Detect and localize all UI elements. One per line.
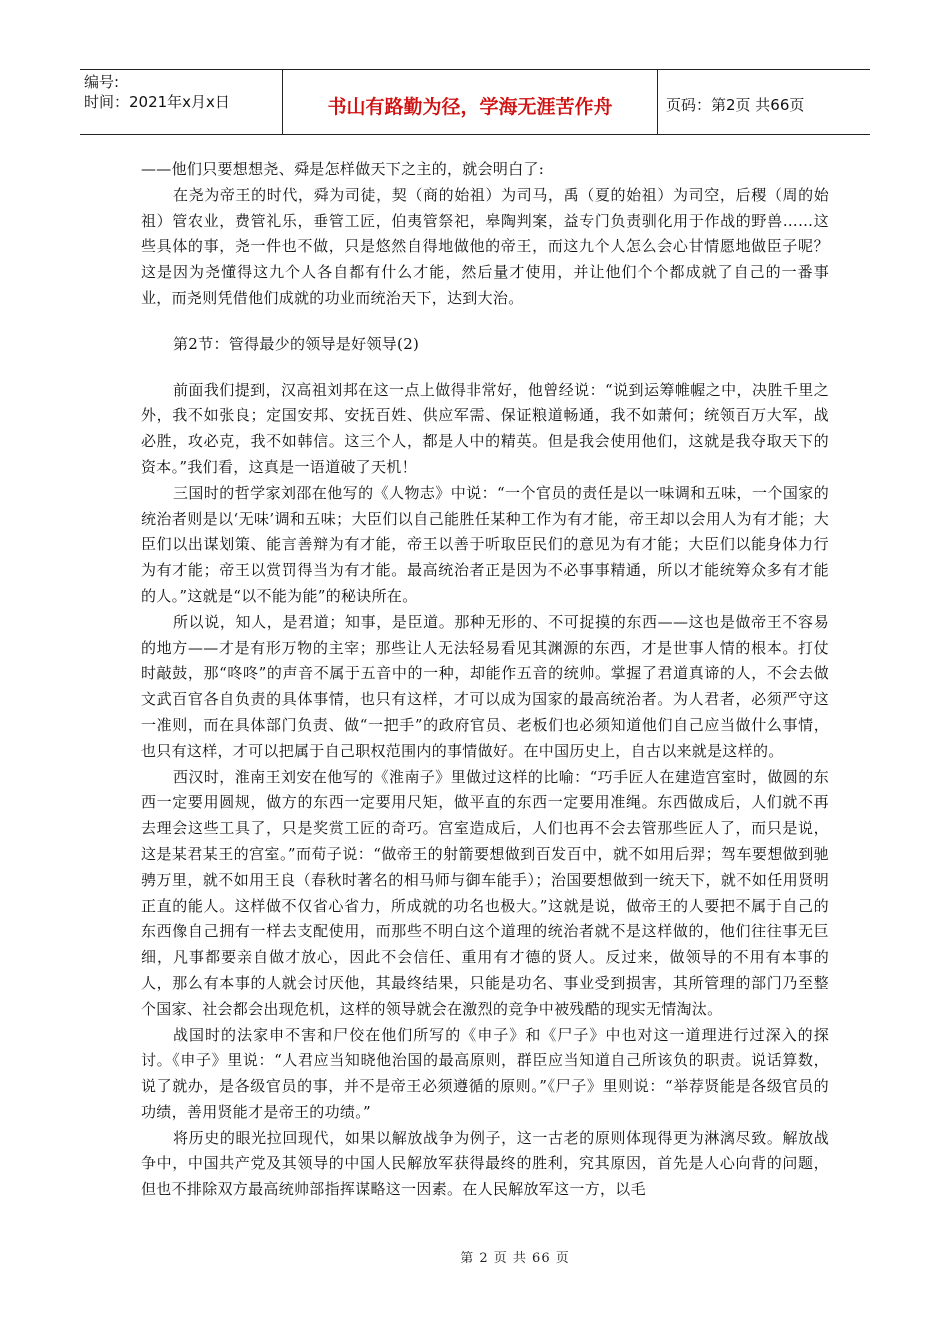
paragraph: 前面我们提到，汉高祖刘邦在这一点上做得非常好，他曾经说：“说到运筹帷幄之中，决胜千里之外，我不如张良；定国安邦、安抚百姓、供应军需、保证粮道畅通，我不如萧何；统领百万大军，战必胜，攻必克，我不如韩信。这三个人，都是人中的精英。但是我会使用他们，这就是我夺取天下的资本。”我们看，这真是一语道破了天机！ (141, 380, 829, 476)
paragraph: 西汉时，淮南王刘安在他写的《淮南子》里做过这样的比喻：“巧手匠人在建造宫室时，做圆的东西一定要用圆规，做方的东西一定要用尺矩，做平直的东西一定要用准绳。东西做成后，人们就不再去理会这些工具了，只是奖赏工匠的奇巧。宫室造成后，人们也再不会去管那些匠人了，而只是说，这是某君某王的宫室。”而荀子说：“做帝王的射箭要想做到百发百中，就不如用后羿；驾车要想做到驰骋万里，就不如用王良（春秋时著名的相马师与御车能手）；治国要想做到一统天下，就不如任用贤明正直的能人。这样做不仅省心省力，所成就的功名也极大。”这就是说，做帝王的人要把不属于自己的东西像自己拥有一样去支配使用，而那些不明白这个道理的统治者就不是这样做的，他们往往事无巨细，凡事都要亲自做才放心，因此不会信任、重用有才德的贤人。反过来，做领导的不用有本事的人，那么有本事的人就会讨厌他，其最终结果，只能是功名、事业受到损害，其所管理的部门乃至整个国家、社会都会出现危机，这样的领导就会在激烈的竞争中被残酷的现实无情淘汰。 (141, 767, 829, 1018)
paragraph: 所以说，知人，是君道；知事，是臣道。那种无形的、不可捉摸的东西——这也是做帝王不容易的地方——才是有形万物的主宰；那些让人无法轻易看见其渊源的东西，才是世事人情的根本。打仗时敲鼓，那“咚咚”的声音不属于五音中的一种，却能作五音的统帅。掌握了君道真谛的人，不会去做文武百官各自负责的具体事情，也只有这样，才可以成为国家的最高统治者。为人君者，必须严守这一准则，而在具体部门负责、做“一把手”的政府官员、老板们也必须知道他们自己应当做什么事情，也只有这样，才可以把属于自己职权范围内的事情做好。在中国历史上，自古以来就是这样的。 (141, 612, 829, 760)
header-motto-cell (283, 70, 658, 134)
paragraph: 三国时的哲学家刘邵在他写的《人物志》中说：“一个官员的责任是以一味调和五味，一个国家的统治者则是以‘无味’调和五味；大臣们以自己能胜任某种工作为有才能，帝王却以会用人为有才能；大臣们以出谋划策、能言善辩为有才能，帝王以善于听取臣民们的意见为有才能；大臣们以能身体力行为有才能；帝王以赏罚得当为有才能。最高统治者正是因为不必事事精通，所以才能统筹众多有才能的人。”这就是“以不能为能”的秘诀所在。 (141, 483, 829, 605)
section-title: 第2节：管得最少的领导是好领导(2) (173, 334, 420, 353)
header-page-cell (658, 70, 870, 134)
paragraph: 将历史的眼光拉回现代，如果以解放战争为例子，这一古老的原则体现得更为淋漓尽致。解放战争中，中国共产党及其领导的中国人民解放军获得最终的胜利，究其原因，首先是人心向背的问题，但也不排除双方最高统帅部指挥谋略这一因素。在人民解放军这一方，以毛 (141, 1128, 829, 1199)
document-body (141, 157, 829, 1203)
page-footer (0, 1247, 950, 1266)
footer-page-number: 第 2 页 共 66 页 (460, 1251, 570, 1266)
motto-text: 书山有路勤为径，学海无涯苦作舟 (327, 95, 613, 118)
paragraph: 战国时的法家申不害和尸佼在他们所写的《申子》和《尸子》中也对这一道理进行过深入的探讨。《申子》里说：“人君应当知晓他治国的最高原则，群臣应当知道自己所该负的职责。说话算数，说了就办，是各级官员的事，并不是帝王必须遵循的原则。”《尸子》里则说：“举荐贤能是各级官员的功绩，善用贤能才是帝王的功绩。” (141, 1025, 829, 1121)
paragraph: 在尧为帝王的时代，舜为司徒，契（商的始祖）为司马，禹（夏的始祖）为司空，后稷（周的始祖）管农业，费管礼乐，垂管工匠，伯夷管祭祀，皋陶判案，益专门负责驯化用于作战的野兽……这些具体的事，尧一件也不做，只是悠然自得地做他的帝王，而这九个人怎么会心甘情愿地做臣子呢？这是因为尧懂得这九个人各自都有什么才能，然后量才使用，并让他们个个都成就了自己的一番事业，而尧则凭借他们成就的功业而统治天下，达到大治。 (141, 185, 829, 307)
page-header (80, 69, 870, 135)
date-label: 时间：2021年x月x日 (84, 93, 230, 111)
header-meta-cell (80, 70, 283, 134)
page-info: 页码：第2页 共66页 (666, 95, 805, 114)
paragraph: ——他们只要想想尧、舜是怎样做天下之主的，就会明白了: (141, 160, 545, 178)
code-label: 编号: (84, 73, 120, 91)
